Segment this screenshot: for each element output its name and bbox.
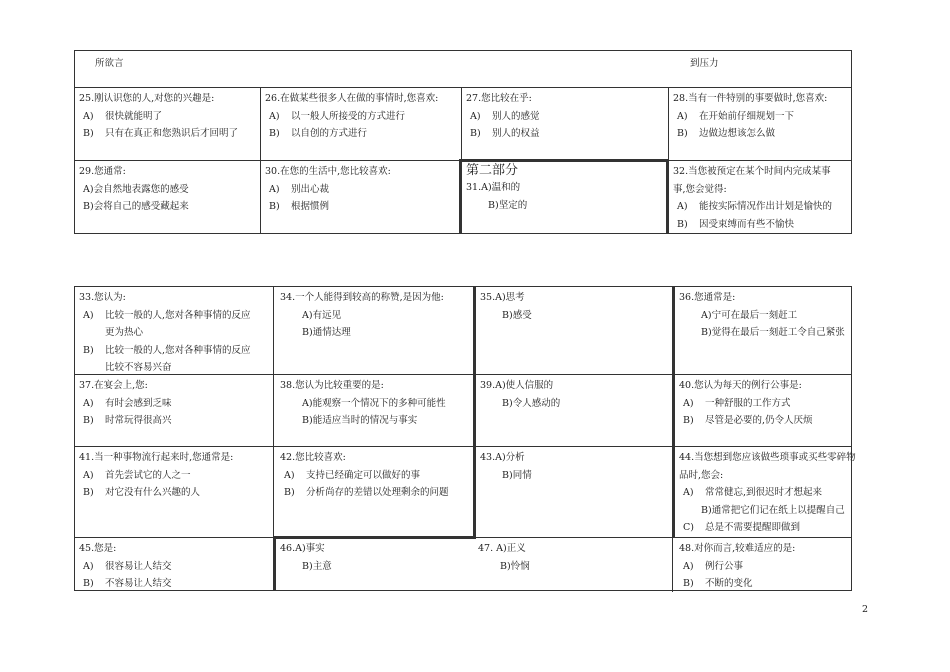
answer-option[interactable] bbox=[679, 324, 845, 342]
top-strip-right: 到压力 bbox=[690, 58, 719, 69]
answer-option[interactable] bbox=[478, 558, 530, 576]
answer-option[interactable] bbox=[265, 125, 438, 143]
question-cell-q32 bbox=[668, 160, 832, 233]
question-text: 41.当一种事物流行起来时,您通常是: bbox=[79, 452, 234, 463]
option-text: B)通情达理 bbox=[302, 327, 351, 338]
answer-option[interactable] bbox=[679, 575, 795, 593]
answer-option[interactable] bbox=[480, 467, 532, 485]
option-text: 对它没有什么兴趣的人 bbox=[105, 487, 201, 498]
question-text: 39.A)使人信服的 bbox=[480, 380, 554, 391]
question-text: 46.A)事实 bbox=[280, 543, 325, 554]
answer-option[interactable] bbox=[679, 412, 813, 430]
answer-option[interactable] bbox=[480, 395, 560, 413]
page-number: 2 bbox=[861, 604, 868, 615]
option-text: B)怜悯 bbox=[500, 560, 530, 572]
option-text: A)有远见 bbox=[302, 309, 342, 321]
question-cell-q36 bbox=[674, 286, 845, 342]
option-text: 别人的感觉 bbox=[492, 110, 540, 122]
question-cell-q45 bbox=[74, 537, 172, 593]
option-key: B) bbox=[269, 128, 280, 139]
answer-option[interactable] bbox=[673, 125, 827, 143]
question-text: 35.A)思考 bbox=[480, 292, 525, 303]
question-text-continued: 事,您会觉得: bbox=[673, 183, 727, 195]
question-cell-q28 bbox=[668, 87, 827, 143]
option-text: 有时会感到乏味 bbox=[105, 397, 172, 409]
question-cell-q41 bbox=[74, 446, 233, 502]
question-text: 32.当您被预定在某个时间内完成某事 bbox=[673, 166, 831, 177]
answer-option[interactable] bbox=[679, 395, 813, 413]
answer-option[interactable] bbox=[480, 307, 532, 325]
option-key: A) bbox=[83, 309, 94, 321]
option-text: 边做边想该怎么做 bbox=[699, 128, 776, 139]
question-cell-q47 bbox=[473, 537, 530, 575]
answer-option[interactable] bbox=[79, 324, 251, 342]
question-cell-q30 bbox=[260, 160, 391, 216]
option-text: B)感受 bbox=[502, 309, 532, 321]
question-text: 31.A)温和的 bbox=[466, 182, 521, 193]
option-key: A) bbox=[284, 469, 295, 481]
question-cell-q25 bbox=[74, 87, 238, 143]
option-text: 别人的权益 bbox=[492, 128, 540, 139]
option-key: A) bbox=[683, 487, 694, 498]
option-key: A) bbox=[83, 110, 94, 122]
option-key: B) bbox=[284, 487, 295, 498]
question-cell-q26 bbox=[260, 87, 438, 143]
question-cell-q31 bbox=[461, 160, 527, 214]
section-heading: 第二部分 bbox=[466, 163, 519, 178]
answer-option[interactable] bbox=[79, 395, 172, 413]
answer-option[interactable] bbox=[79, 181, 189, 199]
option-key: B) bbox=[83, 344, 94, 356]
question-cell-q42 bbox=[275, 446, 449, 502]
question-text: 45.您是: bbox=[79, 543, 117, 554]
option-text: 首先尝试它的人之一 bbox=[105, 469, 191, 481]
option-text: 以自创的方式进行 bbox=[291, 128, 368, 139]
option-key: B) bbox=[470, 128, 481, 139]
answer-option[interactable] bbox=[265, 108, 438, 126]
question-text: 37.在宴会上,您: bbox=[79, 380, 148, 391]
question-text: 29.您通常: bbox=[79, 166, 126, 177]
option-text: B)主意 bbox=[302, 560, 332, 572]
option-text: 常常健忘,到很迟时才想起来 bbox=[705, 487, 823, 498]
option-key: B) bbox=[83, 415, 94, 426]
option-key: B) bbox=[83, 487, 94, 498]
question-text: 26.在做某些很多人在做的事情时,您喜欢: bbox=[265, 93, 439, 104]
column-divider bbox=[672, 537, 673, 592]
option-key: A) bbox=[683, 560, 694, 572]
option-text: 比较一般的人,您对各种事情的反应 bbox=[105, 344, 251, 356]
option-text: 比较不容易兴奋 bbox=[105, 362, 172, 373]
answer-option[interactable] bbox=[280, 412, 446, 430]
answer-option[interactable] bbox=[79, 108, 238, 126]
question-cell-q29 bbox=[74, 160, 189, 216]
option-text: 不断的变化 bbox=[705, 578, 753, 589]
column-divider bbox=[461, 87, 462, 234]
option-text: B)令人感动的 bbox=[502, 397, 561, 409]
answer-option[interactable] bbox=[280, 395, 446, 413]
option-key: B) bbox=[677, 128, 688, 139]
question-text: 36.您通常是: bbox=[679, 292, 736, 303]
option-key: A) bbox=[269, 110, 280, 122]
answer-option[interactable] bbox=[79, 467, 233, 485]
option-text: 在开始前仔细规划一下 bbox=[699, 110, 795, 122]
option-text: A)宁可在最后一刻赶工 bbox=[701, 309, 798, 321]
option-key: A) bbox=[677, 110, 688, 122]
answer-option[interactable] bbox=[265, 181, 391, 199]
option-key: A) bbox=[269, 183, 280, 195]
option-text: 很容易让人结交 bbox=[105, 560, 172, 572]
option-text: A)能观察一个情况下的多种可能性 bbox=[302, 397, 446, 409]
question-cell-q34 bbox=[275, 286, 444, 342]
question-text: 25.刚认识您的人,对您的兴趣是: bbox=[79, 93, 215, 104]
option-key: A) bbox=[83, 469, 94, 481]
option-text: 尽管是必要的,仍令人厌烦 bbox=[705, 415, 813, 426]
answer-option[interactable] bbox=[679, 502, 856, 520]
answer-option[interactable] bbox=[466, 108, 540, 126]
answer-option[interactable] bbox=[673, 108, 827, 126]
answer-option[interactable] bbox=[79, 484, 233, 502]
answer-option[interactable] bbox=[280, 484, 449, 502]
question-text: 27.您比较在乎: bbox=[466, 93, 532, 104]
answer-option[interactable] bbox=[679, 519, 856, 537]
option-text: B)通常把它们记在纸上以提醒自己 bbox=[701, 504, 845, 516]
answer-option[interactable] bbox=[280, 307, 444, 325]
option-text: A)会自然地表露您的感受 bbox=[83, 183, 189, 195]
answer-option[interactable] bbox=[280, 467, 449, 485]
question-cell-q37 bbox=[74, 374, 172, 430]
option-text: 以一般人所接受的方式进行 bbox=[291, 110, 406, 122]
question-text: 38.您认为比较重要的是: bbox=[280, 380, 384, 391]
answer-option[interactable] bbox=[679, 484, 856, 502]
option-key: B) bbox=[683, 578, 694, 589]
option-text: 时常玩得很高兴 bbox=[105, 415, 172, 426]
option-text: 根据惯例 bbox=[291, 201, 330, 212]
option-key: A) bbox=[83, 397, 94, 409]
option-text: 只有在真正和您熟识后才回明了 bbox=[105, 128, 239, 139]
question-cell-q46 bbox=[275, 537, 332, 575]
question-cell-q35 bbox=[475, 286, 532, 324]
question-cell-q27 bbox=[461, 87, 540, 143]
option-text: 总是不需要提醒即做到 bbox=[705, 522, 801, 533]
question-text: 33.您认为: bbox=[79, 292, 126, 303]
answer-option[interactable] bbox=[79, 125, 238, 143]
option-key: B) bbox=[677, 218, 688, 230]
answer-option[interactable] bbox=[673, 198, 832, 216]
answer-option[interactable] bbox=[79, 307, 251, 325]
option-text: B)坚定的 bbox=[488, 199, 528, 211]
option-text: 别出心裁 bbox=[291, 183, 330, 195]
option-key: B) bbox=[269, 201, 280, 212]
question-cell-q39 bbox=[475, 374, 560, 412]
option-text: 一种舒服的工作方式 bbox=[705, 397, 791, 409]
question-text: 48.对你而言,较难适应的是: bbox=[679, 543, 796, 554]
option-text: 因受束缚而有些不愉快 bbox=[699, 218, 795, 230]
column-divider bbox=[273, 286, 274, 538]
option-key: A) bbox=[683, 397, 694, 409]
option-text: 比较一般的人,您对各种事情的反应 bbox=[105, 309, 251, 321]
option-text: 分析尚存的差错以处理剩余的问题 bbox=[306, 487, 449, 498]
answer-option[interactable] bbox=[79, 575, 172, 593]
top-strip-left: 所欲言 bbox=[95, 58, 124, 69]
question-text: 40.您认为每天的例行公事是: bbox=[679, 380, 802, 391]
answer-option[interactable] bbox=[466, 197, 527, 215]
option-text: 支持已经确定可以做好的事 bbox=[306, 469, 421, 481]
question-cell-q44 bbox=[674, 446, 856, 537]
answer-option[interactable] bbox=[673, 216, 832, 234]
option-text: 很快就能明了 bbox=[105, 110, 163, 122]
answer-option[interactable] bbox=[79, 558, 172, 576]
option-text: 例行公事 bbox=[705, 560, 744, 572]
question-text: 42.您比较喜欢: bbox=[280, 452, 346, 463]
option-key: B) bbox=[683, 415, 694, 426]
option-key: A) bbox=[677, 201, 688, 212]
answer-option[interactable] bbox=[466, 125, 540, 143]
answer-option[interactable] bbox=[79, 198, 189, 216]
answer-option[interactable] bbox=[280, 324, 444, 342]
question-text: 34.一个人能得到较高的称赞,是因为他: bbox=[280, 292, 444, 303]
answer-option[interactable] bbox=[679, 558, 795, 576]
question-cell-q48 bbox=[674, 537, 795, 593]
question-cell-q33 bbox=[74, 286, 251, 377]
column-divider bbox=[260, 87, 261, 234]
answer-option[interactable] bbox=[280, 558, 332, 576]
answer-option[interactable] bbox=[79, 412, 172, 430]
option-text: B)同情 bbox=[502, 469, 532, 481]
option-key: B) bbox=[83, 578, 94, 589]
question-cell-q40 bbox=[674, 374, 813, 430]
column-divider bbox=[668, 87, 669, 234]
question-text: 28.当有一件特别的事要做时,您喜欢: bbox=[673, 93, 828, 104]
question-cell-q43 bbox=[475, 446, 532, 484]
question-text: 43.A)分析 bbox=[480, 452, 525, 463]
answer-option[interactable] bbox=[265, 198, 391, 216]
option-key: B) bbox=[83, 128, 94, 139]
option-key: C) bbox=[683, 522, 694, 533]
option-text: 能按实际情况作出计划是愉快的 bbox=[699, 201, 833, 212]
option-key: A) bbox=[83, 560, 94, 572]
option-text: B)会将自己的感受藏起来 bbox=[83, 201, 189, 212]
option-text: B)能适应当时的情况与事实 bbox=[302, 415, 418, 426]
option-key: A) bbox=[470, 110, 481, 122]
answer-option[interactable] bbox=[79, 342, 251, 360]
option-text: B)觉得在最后一刻赶工令自己紧张 bbox=[701, 327, 845, 338]
question-text: 47. A)正义 bbox=[478, 543, 526, 554]
option-text: 更为热心 bbox=[105, 327, 144, 338]
question-cell-q38 bbox=[275, 374, 446, 430]
option-text: 不容易让人结交 bbox=[105, 578, 172, 589]
question-text: 44.当您想到您应该做些琐事或买些零碎物 bbox=[679, 452, 856, 463]
question-text-continued: 品时,您会: bbox=[679, 469, 724, 481]
question-text: 30.在您的生活中,您比较喜欢: bbox=[265, 166, 391, 177]
answer-option[interactable] bbox=[679, 307, 845, 325]
